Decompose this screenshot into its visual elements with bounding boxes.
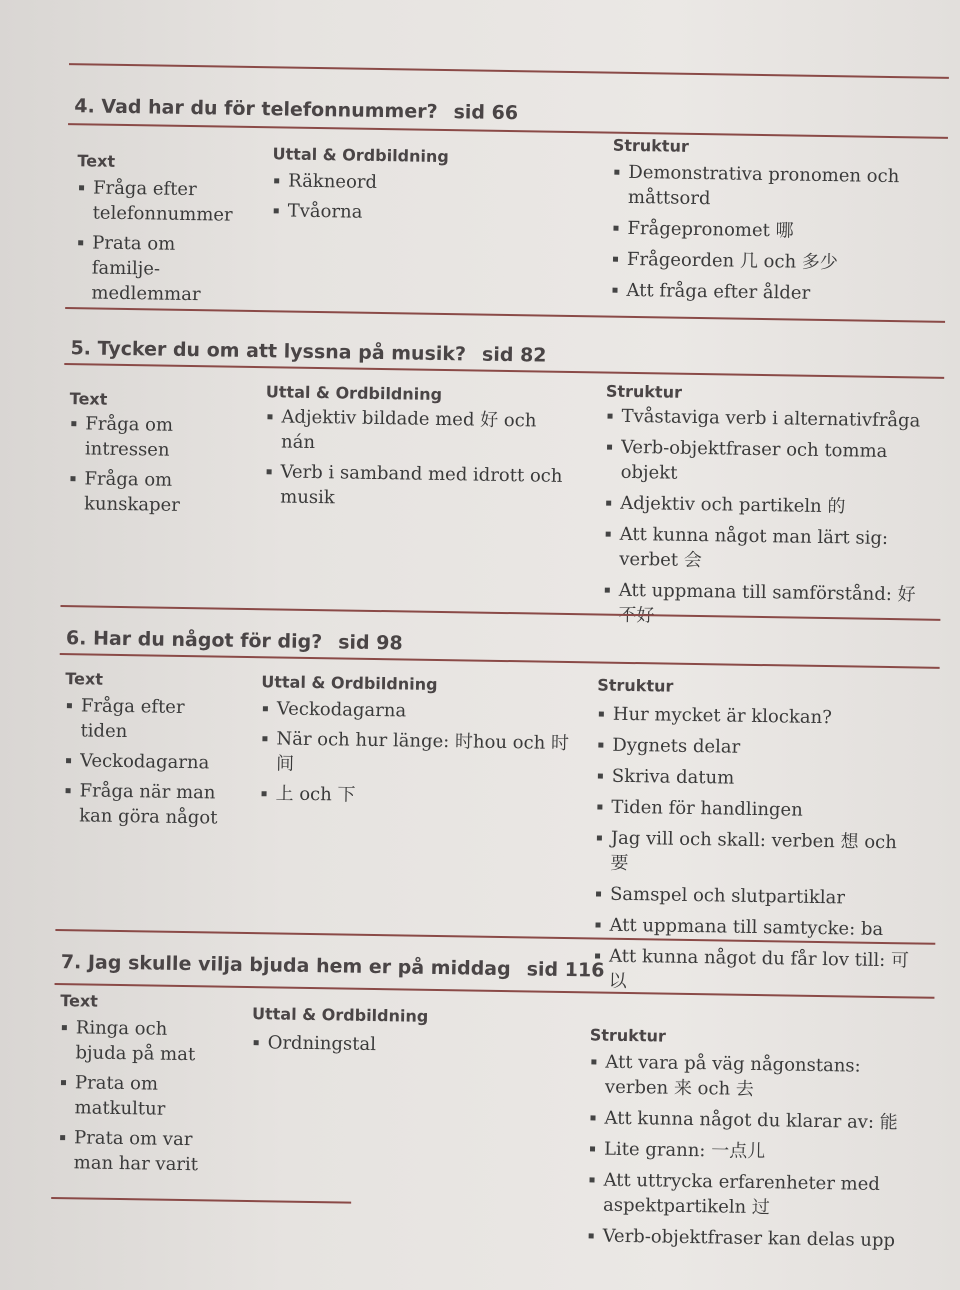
struktur-list <box>602 404 926 639</box>
list-item: Att kunna något du får lov till: 可以 <box>592 943 913 998</box>
uttal-list <box>264 404 566 519</box>
struktur-list <box>592 701 917 1004</box>
uttal-list <box>259 696 581 816</box>
section-title: 4. Vad har du för telefonnummer? <box>74 95 438 123</box>
list-item: Prata om familje-medlemmar <box>75 230 246 308</box>
list-item: Att uttrycka erfarenheter med aspektpartikeln 过 <box>587 1167 898 1222</box>
page-ref: sid 116 <box>526 958 605 982</box>
text-column-heading: Text <box>65 669 104 689</box>
list-item: Att uppmana till samtycke: ba <box>593 912 913 942</box>
section-title: 5. Tycker du om att lyssna på musik? <box>70 337 467 366</box>
page-ref: sid 98 <box>338 631 403 655</box>
list-item: Lite grann: 一点儿 <box>588 1136 898 1166</box>
list-item: Verb i samband med idrott och musik <box>264 459 565 514</box>
list-item: Räkneord <box>272 168 572 198</box>
section-5-heading <box>70 337 546 366</box>
list-item: Skriva datum <box>596 763 916 793</box>
list-item: Prata om var man har varit <box>58 1125 219 1178</box>
list-item: Jag vill och skall: verben 想 och 要 <box>594 825 915 880</box>
uttal-list <box>251 1030 551 1065</box>
list-item: Prata om matkultur <box>58 1070 219 1123</box>
list-item: Veckodagarna <box>64 748 234 776</box>
list-item: Fråga om kunskaper <box>68 466 219 518</box>
section-6-heading <box>66 627 403 654</box>
list-item: Adjektiv bildade med 好 och nán <box>265 404 566 459</box>
list-item: Fråga när man kan göra något <box>63 778 234 831</box>
text-list <box>75 175 247 313</box>
section-divider <box>68 123 948 139</box>
text-list <box>57 1015 220 1182</box>
list-item: Fråga efter telefonnummer <box>76 175 247 228</box>
list-item: Hur mycket är klockan? <box>597 701 917 731</box>
list-item: Tvåorna <box>272 198 572 228</box>
list-item: Dygnets delar <box>596 732 916 762</box>
list-item: Att fråga efter ålder <box>610 278 900 308</box>
uttal-column-heading: Uttal & Ordbildning <box>251 1004 429 1026</box>
list-item: Frågeorden 几 och 多少 <box>611 247 901 277</box>
list-item: Att uppmana till samförstånd: 好不好 <box>602 578 923 633</box>
struktur-column-heading: Struktur <box>589 1025 666 1046</box>
list-item: Ringa och bjuda på mat <box>59 1015 220 1068</box>
text-column-heading: Text <box>69 389 108 409</box>
uttal-list <box>271 168 572 233</box>
struktur-column-heading: Struktur <box>597 675 674 696</box>
list-item: Tiden för handlingen <box>595 794 915 824</box>
section-divider <box>51 1197 351 1204</box>
page-ref: sid 82 <box>481 343 547 367</box>
uttal-column-heading: Uttal & Ordbildning <box>261 672 438 694</box>
section-title: 7. Jag skulle vilja bjuda hem er på middag <box>60 951 511 981</box>
list-item: Att vara på väg någonstans: verben 来 och 去 <box>589 1049 900 1104</box>
section-divider <box>60 653 940 669</box>
text-list <box>63 693 235 836</box>
text-column-heading: Text <box>77 151 116 171</box>
list-item: Att kunna något man lärt sig: verbet 会 <box>603 522 924 577</box>
struktur-column-heading: Struktur <box>605 381 683 402</box>
list-item: 上 och 下 <box>259 781 579 811</box>
page-ref: sid 66 <box>453 101 519 125</box>
text-column-heading: Text <box>60 991 99 1011</box>
list-item: Frågepronomet 哪 <box>611 216 901 246</box>
uttal-column-heading: Uttal & Ordbildning <box>272 144 449 167</box>
list-item: Samspel och slutpartiklar <box>594 881 914 911</box>
section-title: 6. Har du något för dig? <box>65 627 323 654</box>
list-item: Fråga efter tiden <box>64 693 235 746</box>
text-list <box>68 411 220 523</box>
list-item: Fråga om intressen <box>69 411 220 463</box>
section-divider <box>69 63 949 79</box>
list-item: Att kunna något du klarar av: 能 <box>588 1105 898 1135</box>
list-item: Demonstrativa pronomen och måttsord <box>612 160 903 215</box>
struktur-list <box>586 1049 899 1259</box>
list-item: Ordningstal <box>251 1030 551 1060</box>
list-item: När och hur länge: 时hou och 时间 <box>260 726 581 781</box>
section-4-heading <box>74 95 518 124</box>
uttal-column-heading: Uttal & Ordbildning <box>265 382 443 404</box>
list-item: Adjektiv och partikeln 的 <box>604 491 924 521</box>
struktur-list <box>610 160 902 314</box>
section-7-heading <box>61 951 605 982</box>
struktur-column-heading: Struktur <box>612 135 689 156</box>
list-item: Tvåstaviga verb i alternativfråga <box>605 404 925 434</box>
list-item: Veckodagarna <box>261 696 581 726</box>
list-item: Verb-objektfraser och tomma objekt <box>604 435 925 490</box>
list-item: Verb-objektfraser kan delas upp <box>586 1223 896 1253</box>
